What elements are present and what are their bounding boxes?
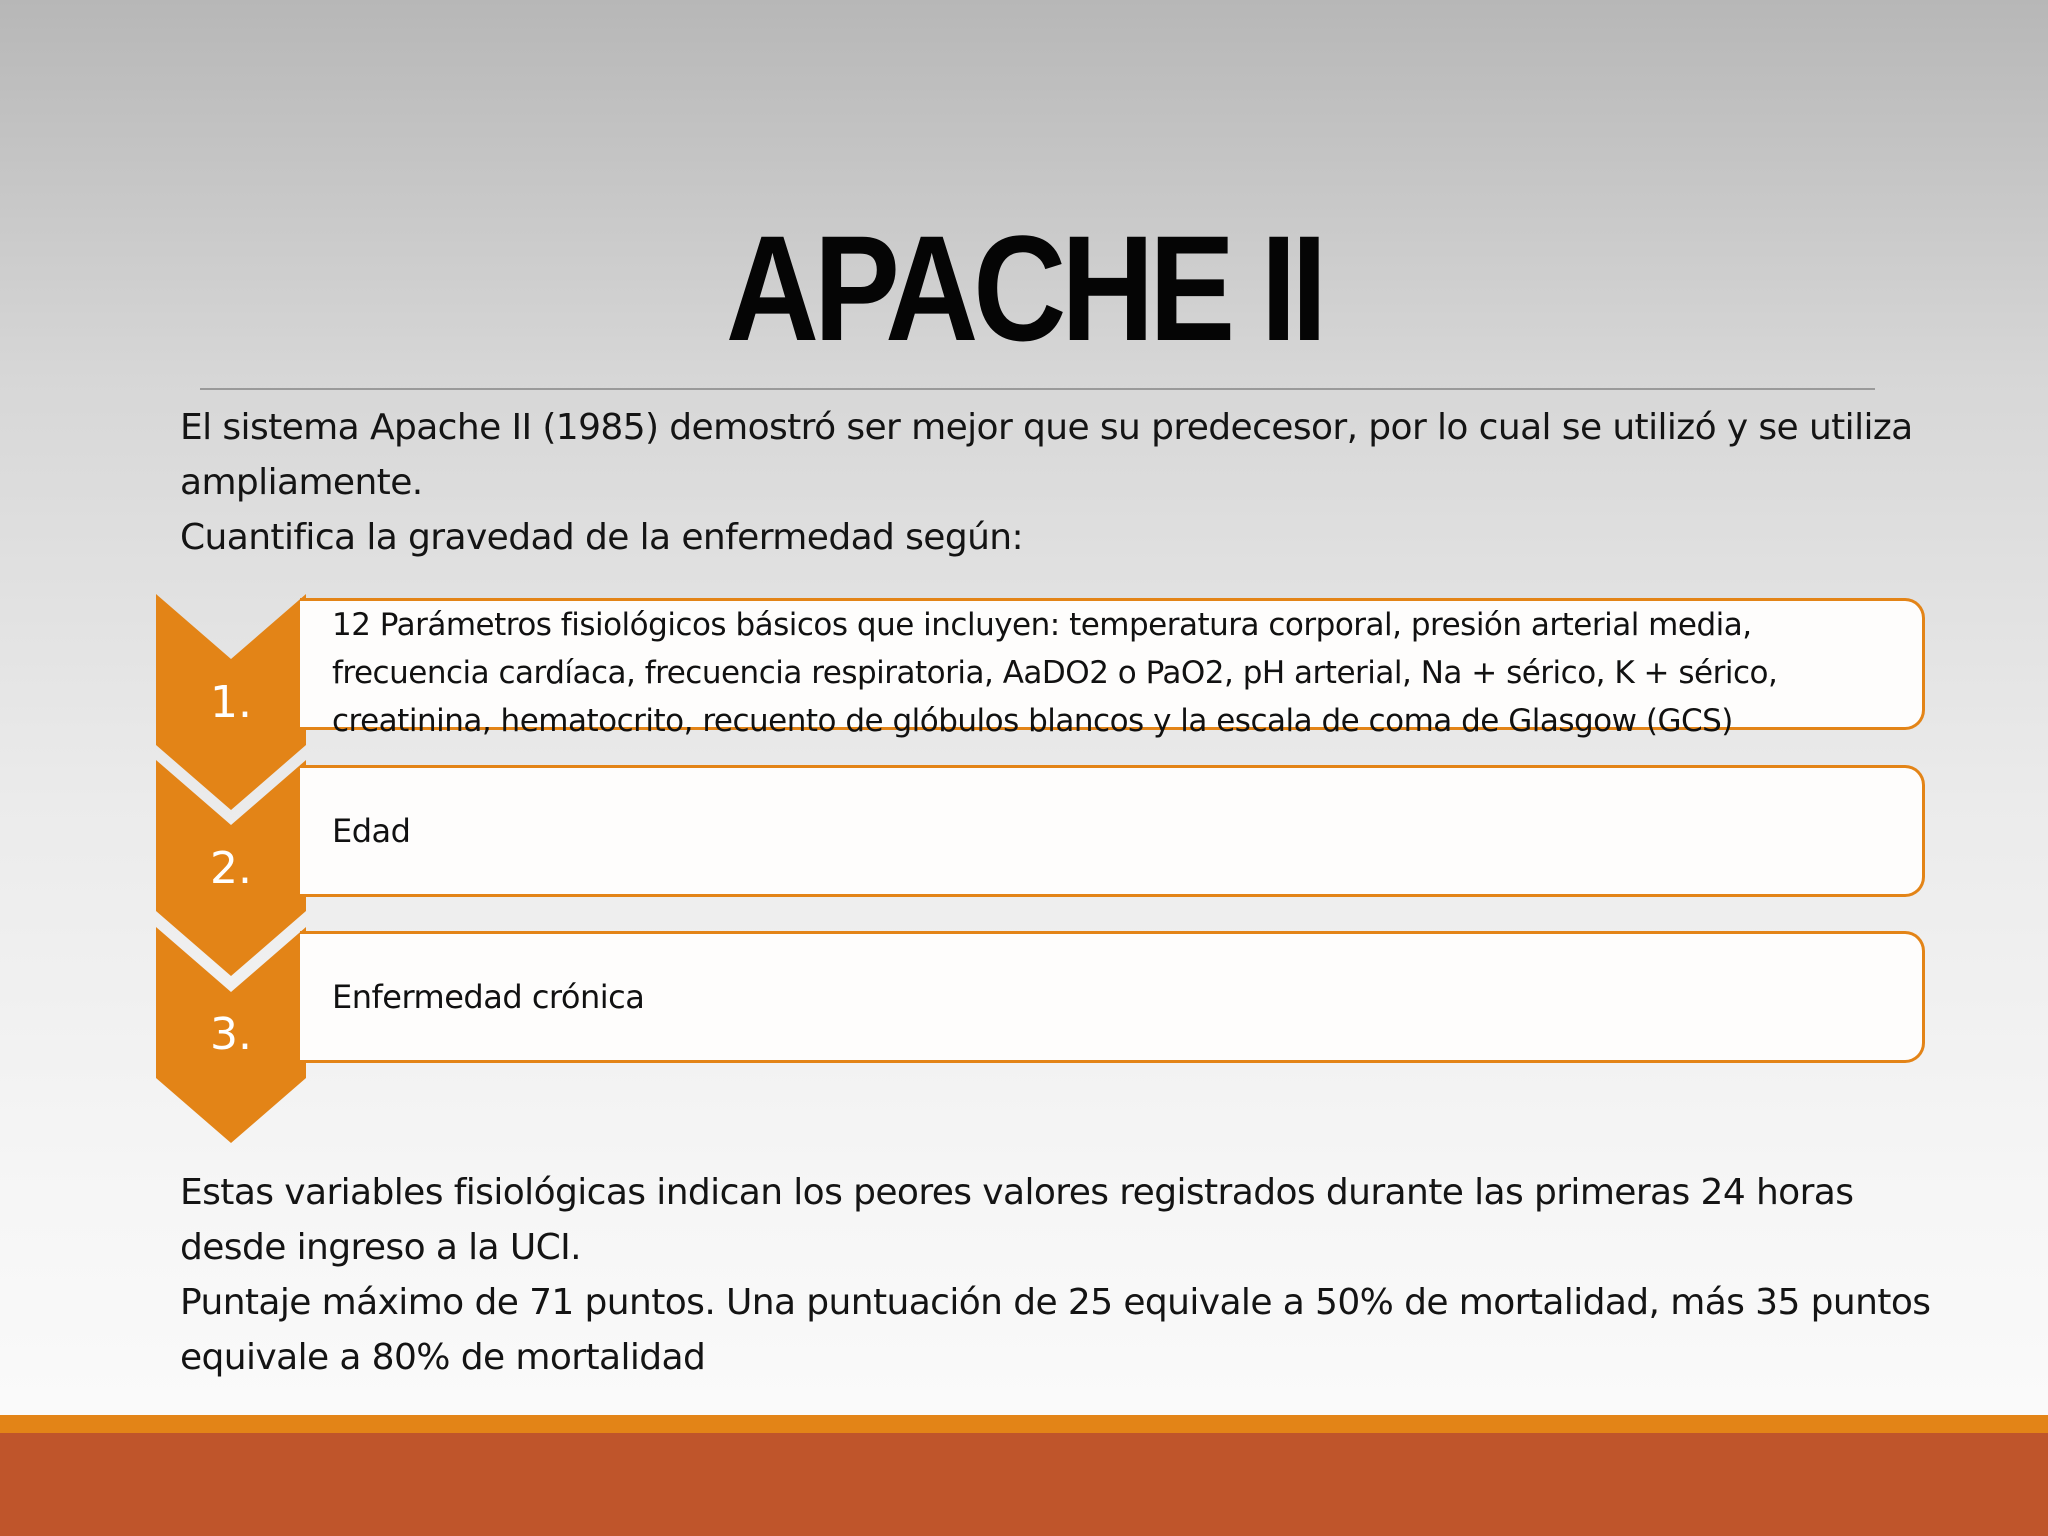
step-1-box [300,598,1925,739]
footer-accent-stripe [0,1415,2048,1433]
footer-band [0,1433,2048,1536]
step-2-text: Edad [332,812,411,850]
intro-paragraph-1: El sistema Apache II (1985) demostró ser mejor que su predecesor, por lo cual se utilizó y se utiliza ampliamente. [180,407,1913,503]
step-3-box [300,931,1925,1063]
slide-title: APACHE II [725,204,1323,372]
outro-text [180,1165,1970,1385]
title-divider [200,388,1875,390]
step-3-text: Enfermedad crónica [332,978,645,1016]
intro-text [180,400,1940,565]
outro-paragraph-2: Puntaje máximo de 71 puntos. Una puntuación de 25 equivale a 50% de mortalidad, más 35 puntos equivale a 80% de mortalidad [180,1282,1931,1378]
step-2-box [300,765,1925,897]
step-1-number: 1. [210,677,252,728]
step-2-number: 2. [210,843,252,894]
outro-paragraph-1: Estas variables fisiológicas indican los peores valores registrados durante las primeras 24 horas desde ingreso a la UCI. [180,1172,1854,1268]
step-3-number: 3. [210,1009,252,1060]
intro-paragraph-2: Cuantifica la gravedad de la enfermedad según: [180,517,1024,558]
step-1-text: 12 Parámetros fisiológicos básicos que incluyen: temperatura corporal, presión arterial media, frecuencia cardíaca, frecuencia respiratoria, AaDO2 o PaO2, pH arterial, Na + sérico, K + sérico, creatinina, hematocrito, recuento de glóbulos blancos y la escala de coma de Glasgow (GCS) [332,607,1778,739]
